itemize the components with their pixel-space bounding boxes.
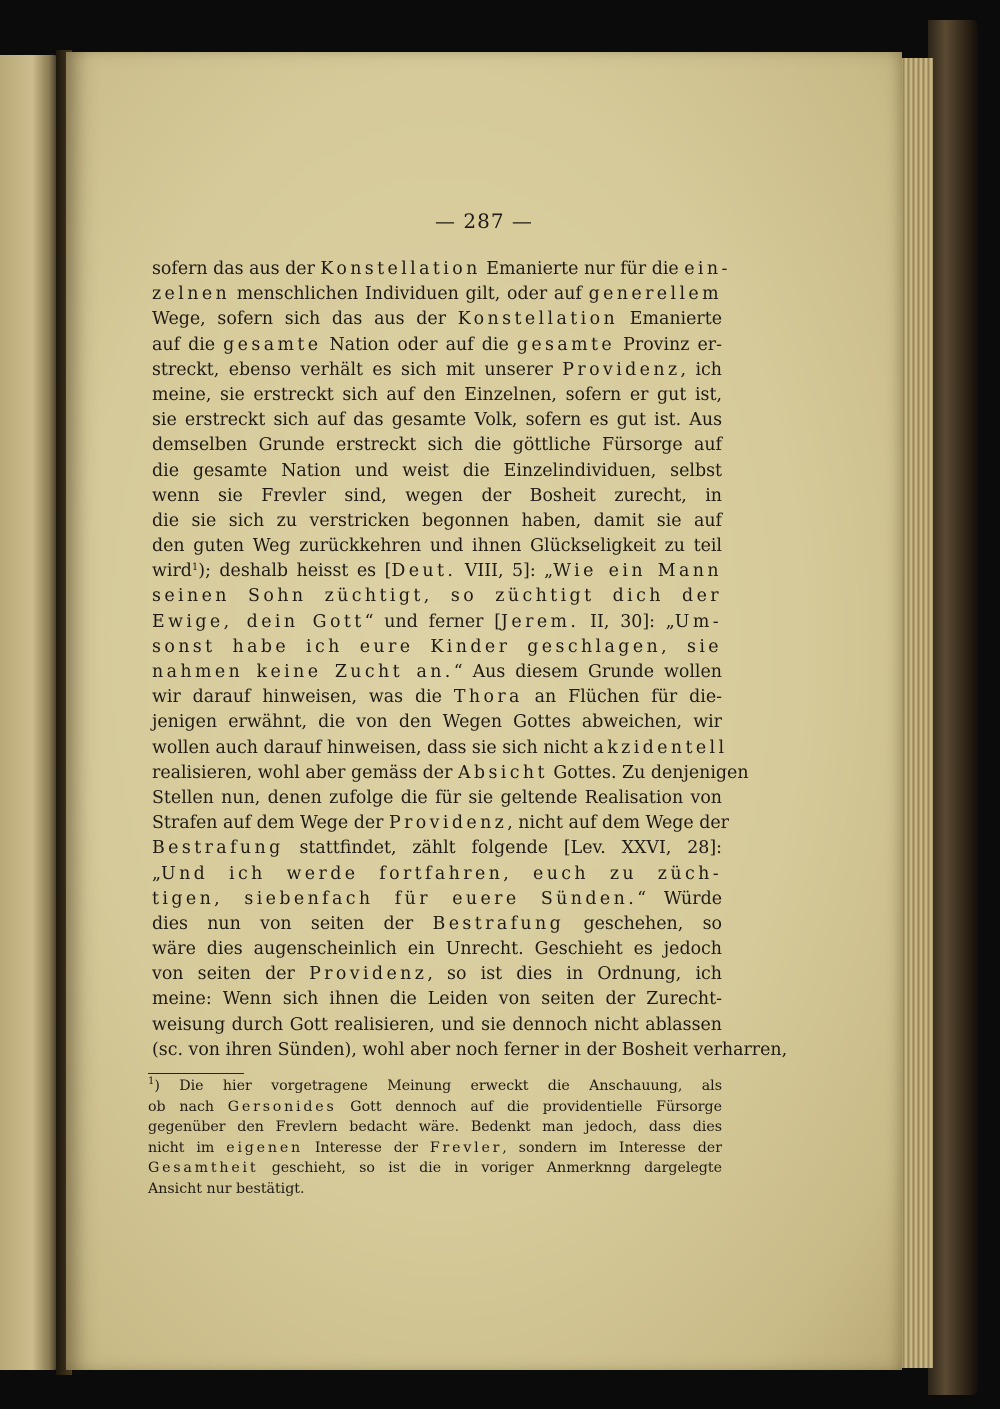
body-text-line: weisung durch Gott realisieren, und sie dennoch nicht ablassen [152,1014,722,1035]
body-text-line: nahmen keine Zucht an.“ Aus diesem Grunde wollen [152,662,722,682]
body-text-line: meine, sie erstreckt sich auf den Einzelnen, sofern er gut ist, [152,384,722,405]
spaced-emphasis: zelnen [152,284,231,305]
spaced-emphasis: Deut. [391,561,457,582]
spaced-emphasis: Jerem. [501,611,580,632]
footnote-line: $^1$) Die hier vorgetragene Meinung erweckt die Anschauung, als [148,1076,722,1094]
spaced-emphasis: nahmen keine Zucht an. [152,662,454,682]
body-text-line: jenigen erwähnt, die von den Wegen Gottes abweichen, wir [152,712,722,733]
footnote-marker: 1 [191,562,199,574]
spaced-emphasis: Und ich werde fortfahren, euch zu züch- [161,863,722,884]
body-text-line: wenn sie Frevler sind, wegen der Bosheit zurecht, in [152,485,722,506]
footnote-line: gegenüber den Frevlern bedacht wäre. Bedenkt man jedoch, dass dies [148,1119,722,1136]
spaced-emphasis: Konstellation [457,309,619,330]
body-text-line: von seiten der Providenz, so ist dies in Ordnung, ich [152,964,722,985]
body-text-line: die gesamte Nation und weist die Einzelindividuen, selbst [152,460,722,481]
spaced-emphasis: eigenen [226,1139,303,1156]
body-text-line: Ewige, dein Gott“ und ferner [Jerem. II, 30]: „Um- [152,611,723,632]
footnote-line: nicht im eigenen Interesse der Frevler, sondern im Interesse der [148,1139,722,1156]
body-text-line: tigen, siebenfach für euere Sünden.“ Würde [152,888,722,909]
body-text-line: wir darauf hinweisen, was die Thora an Flüchen für die- [152,687,722,708]
spaced-emphasis: seinen Sohn züchtigt, so züchtigt dich der [152,586,722,607]
body-text-line: zelnen menschlichen Individuen gilt, oder auf generellem [152,284,722,305]
body-text-line: streckt, ebenso verhält es sich mit unserer Providenz, ich [152,359,722,380]
body-text-line: (sc. von ihren Sünden), wohl aber noch ferner in der Bosheit verharren, [152,1039,788,1060]
body-text-line: sofern das aus der Konstellation Emanierte nur für die ein- [152,259,731,279]
body-text-line: die sie sich zu verstricken begonnen haben, damit sie auf [152,510,722,531]
body-text-line: wollen auch darauf hinweisen, dass sie sich nicht akzidentell [152,737,728,758]
footnote-line: Gesamtheit geschieht, so ist die in voriger Anmerknng dargelegte [148,1160,722,1177]
spaced-emphasis: Frevler [429,1139,503,1156]
spaced-emphasis: Gersonides [227,1098,337,1115]
spaced-emphasis: generellem [588,284,722,305]
body-text [152,257,788,1063]
spaced-emphasis: sonst habe ich eure Kinder geschlagen, sie [152,636,722,657]
spaced-emphasis: akzidentell [593,737,728,758]
spaced-emphasis: Wie ein Mann [553,561,722,582]
footnote-divider [148,1073,244,1074]
body-text-line: wird$^1$); deshalb heisst es [Deut. VIII, 5]: „Wie ein Mann [152,561,722,582]
book-page [66,52,902,1370]
spaced-emphasis: gesamte [223,334,322,355]
facing-page-edge [0,55,58,1370]
body-text-line [152,584,722,609]
spaced-emphasis: Providenz [388,813,508,834]
body-text-line: sie erstreckt sich auf das gesamte Volk, sofern es gut ist. Aus [152,410,722,431]
body-text-line: „Und ich werde fortfahren, euch zu züch- [152,863,722,884]
spaced-emphasis: Providenz [562,359,681,380]
footnote-line: Ansicht nur bestätigt. [148,1180,305,1197]
body-text-line: meine: Wenn sich ihnen die Leiden von seiten der Zurecht- [152,989,722,1010]
body-text-line: dies nun von seiten der Bestrafung geschehen, so [152,913,722,934]
body-text-line: Wege, sofern sich das aus der Konstellation Emanierte [152,309,722,330]
body-text-line [152,635,722,660]
footnote-line: ob nach Gersonides Gott dennoch auf die providentielle Fürsorge [148,1098,723,1115]
spaced-emphasis: Um- [674,611,723,632]
footnote-marker: 1 [148,1076,155,1087]
spaced-emphasis: Konstellation [320,259,481,279]
spaced-emphasis: Gesamtheit [148,1160,259,1177]
page-number: — 287 — [435,209,533,233]
body-text-line: Strafen auf dem Wege der Providenz, nicht auf dem Wege der [152,813,729,834]
spaced-emphasis: ein- [684,259,731,279]
footnote [148,1076,722,1200]
spaced-emphasis: Bestrafung [152,838,284,859]
spaced-emphasis: gesamte [516,334,616,355]
spaced-emphasis: Ewige, dein Gott [152,611,365,632]
spaced-emphasis: Bestrafung [432,913,565,934]
body-text-line: auf die gesamte Nation oder auf die gesamte Provinz er- [152,334,722,355]
body-text-line: Stellen nun, denen zufolge die für sie geltende Realisation von [152,787,722,808]
body-text-line: demselben Grunde erstreckt sich die göttliche Fürsorge auf [152,435,722,456]
body-text-line: den guten Weg zurückkehren und ihnen Glückseligkeit zu teil [152,536,722,557]
spaced-emphasis: Absicht [457,762,548,783]
spaced-emphasis: Thora [453,687,523,708]
body-text-line: Bestrafung stattfindet, zählt folgende [Lev. XXVI, 28]: [152,838,722,859]
body-text-line: wäre dies augenscheinlich ein Unrecht. Geschieht es jedoch [152,939,722,960]
spaced-emphasis: tigen, siebenfach für euere Sünden. [152,888,638,909]
body-text-line: realisieren, wohl aber gemäss der Absicht Gottes. Zu denjenigen [152,762,749,783]
spaced-emphasis: Providenz [309,964,428,985]
book-cover-edge [928,20,978,1395]
